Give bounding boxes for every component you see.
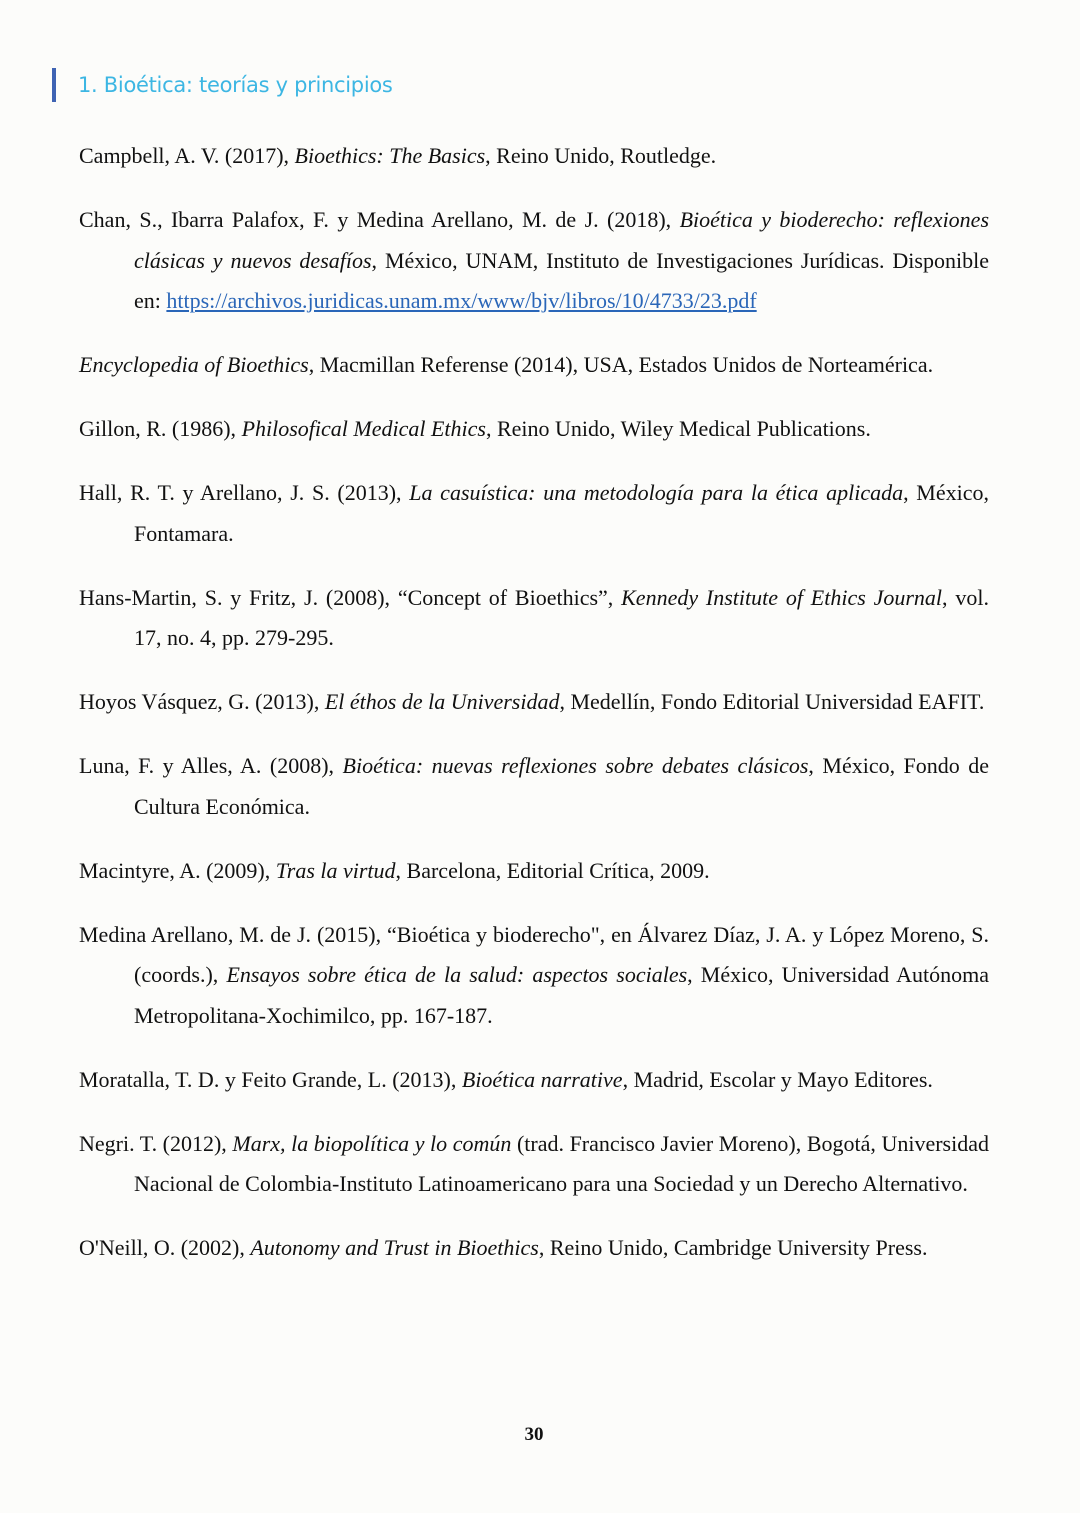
- reference-entry: [79, 473, 989, 554]
- reference-details: , Medellín, Fondo Editorial Universidad EAFIT.: [559, 689, 985, 714]
- reference-entry: [79, 1060, 989, 1101]
- reference-entry: [79, 746, 989, 827]
- reference-link[interactable]: https://archivos.juridicas.unam.mx/www/bjv/libros/10/4733/23.pdf: [166, 288, 757, 313]
- reference-details: , Reino Unido, Wiley Medical Publications.: [485, 416, 871, 441]
- reference-details: , Madrid, Escolar y Mayo Editores.: [622, 1066, 933, 1092]
- reference-title: El éthos de la Universidad: [324, 689, 560, 714]
- reference-title: La casuística: una metodología para la ética aplicada: [409, 480, 904, 505]
- heading-accent-bar: [52, 68, 56, 102]
- reference-entry: [79, 682, 989, 723]
- reference-authors: Hans-Martin, S. y Fritz, J. (2008), “Concept of Bioethics”,: [79, 584, 622, 610]
- reference-details: , México, Universidad Autónoma Metropolitana-Xochimilco, pp. 167-187.: [134, 962, 989, 1028]
- reference-authors: Hall, R. T. y Arellano, J. S. (2013),: [79, 480, 410, 505]
- reference-title: Bioética: nuevas reflexiones sobre debates clásicos: [342, 753, 809, 778]
- section-heading: [52, 68, 393, 102]
- reference-title: Tras la virtud: [275, 857, 396, 883]
- reference-authors: Hoyos Vásquez, G. (2013),: [79, 689, 325, 714]
- reference-entry: [79, 1228, 989, 1269]
- reference-entry: [79, 136, 989, 177]
- reference-title: Philosofical Medical Ethics: [241, 416, 486, 441]
- reference-entry: [79, 915, 989, 1037]
- reference-authors: Negri. T. (2012),: [79, 1130, 233, 1156]
- reference-entry: [79, 1124, 989, 1205]
- page-number: 30: [524, 1424, 544, 1445]
- section-title: 1. Bioética: teorías y principios: [78, 73, 393, 97]
- reference-details: , vol. 17, no. 4, pp. 279-295.: [134, 584, 989, 650]
- reference-authors: Chan, S., Ibarra Palafox, F. y Medina Arellano, M. de J. (2018),: [79, 207, 680, 232]
- reference-authors: Luna, F. y Alles, A. (2008),: [79, 753, 343, 778]
- reference-entry: [79, 578, 989, 659]
- reference-authors: Moratalla, T. D. y Feito Grande, L. (2013),: [79, 1066, 462, 1092]
- reference-entry: [79, 345, 989, 386]
- reference-title: Ensayos sobre ética de la salud: aspectos sociales: [226, 962, 688, 987]
- reference-authors: Macintyre, A. (2009),: [79, 857, 276, 883]
- reference-title: Kennedy Institute of Ethics Journal: [621, 584, 943, 610]
- reference-title: Bioethics: The Basics: [294, 143, 486, 168]
- reference-details: , México, Fondo de Cultura Económica.: [134, 753, 990, 819]
- reference-title: Encyclopedia of Bioethics: [79, 352, 309, 377]
- reference-list: [79, 136, 989, 1292]
- reference-title: Bioética narrative: [461, 1066, 623, 1092]
- reference-details: , Barcelona, Editorial Crítica, 2009.: [395, 857, 710, 883]
- reference-details: , Reino Unido, Cambridge University Press.: [538, 1235, 928, 1260]
- reference-entry: [79, 200, 989, 322]
- reference-authors: Campbell, A. V. (2017),: [79, 143, 295, 168]
- reference-entry: [79, 851, 989, 892]
- reference-title: Marx, la biopolítica y lo común: [232, 1130, 512, 1156]
- reference-authors: Medina Arellano, M. de J. (2015), “Bioética y bioderecho", en Álvarez Díaz, J. A. y López Moreno, S. (coords.),: [79, 921, 989, 987]
- reference-details: , Macmillan Referense (2014), USA, Estados Unidos de Norteamérica.: [308, 352, 934, 377]
- reference-authors: Gillon, R. (1986),: [79, 416, 242, 441]
- reference-details: , Reino Unido, Routledge.: [485, 143, 717, 168]
- reference-details: , México, Fontamara.: [134, 480, 989, 546]
- reference-title: Autonomy and Trust in Bioethics: [250, 1235, 539, 1260]
- reference-entry: [79, 409, 989, 450]
- reference-details: , México, UNAM, Instituto de Investigaciones Jurídicas. Disponible en:: [134, 247, 989, 313]
- reference-authors: O'Neill, O. (2002),: [79, 1235, 251, 1260]
- reference-title: Bioética y bioderecho: reflexiones clásicas y nuevos desafíos: [134, 207, 990, 273]
- reference-details: (trad. Francisco Javier Moreno), Bogotá, Universidad Nacional de Colombia-Instituto Latinoamericano para una Sociedad y un Derecho Alternativo.: [134, 1130, 989, 1196]
